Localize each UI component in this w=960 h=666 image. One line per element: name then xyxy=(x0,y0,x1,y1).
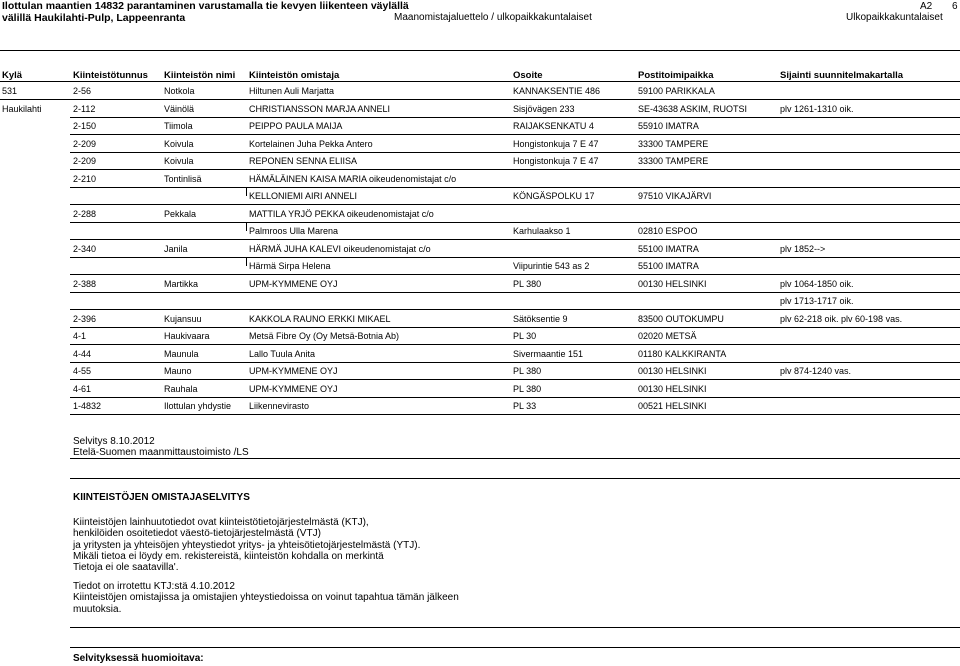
cell-village: 531 xyxy=(2,86,18,96)
cell-owner: KAKKOLA RAUNO ERKKI MIKAEL xyxy=(249,313,391,324)
cell-owner: UPM-KYMMENE OYJ xyxy=(249,366,338,376)
cell-owner: Härmä Sirpa Helena xyxy=(249,261,331,271)
cell-post-office: 59100 PARIKKALA xyxy=(638,86,715,96)
document-subtitle: Maanomistajaluettelo / ulkopaikkakuntalaiset xyxy=(394,12,592,23)
column-header-owner: Kiinteistön omistaja xyxy=(249,70,340,81)
cell-owner: CHRISTIANSSON MARJA ANNELI xyxy=(249,103,391,114)
cell-post-office: 33300 TAMPERE xyxy=(638,138,709,149)
cell-property-name: Kujansuu xyxy=(164,313,202,324)
row-divider xyxy=(70,362,960,363)
row-divider xyxy=(70,397,960,398)
cell-property-name: Koivula xyxy=(164,138,194,149)
row-divider xyxy=(70,222,960,223)
cell-village: Haukilahti xyxy=(2,103,42,114)
row-divider xyxy=(70,117,960,118)
column-header-village: Kylä xyxy=(2,70,23,81)
cell-property-name: Haukivaara xyxy=(164,331,210,341)
cell-post-office: 00130 HELSINKI xyxy=(638,278,707,289)
cell-owner: KELLONIEMI AIRI ANNELI xyxy=(249,191,358,201)
cell-post-office: 33300 TAMPERE xyxy=(638,156,709,166)
cell-owner: PEIPPO PAULA MAIJA xyxy=(249,121,343,131)
ownership-para-line: henkilöiden osoitetiedot väestö-tietojärjestelmästä (VTJ) xyxy=(73,528,321,540)
ownership-section-bottom-border xyxy=(70,627,960,628)
cell-owner: Lallo Tuula Anita xyxy=(249,348,316,359)
cell-property-id: 2-150 xyxy=(73,121,97,131)
cell-property-name: Väinölä xyxy=(164,103,195,114)
document-code: A2 xyxy=(920,1,933,12)
ownership-para-line: ja yritysten ja yhteisöjen yhteystiedot yritys- ja yhteisötietojärjestelmästä (YTJ). xyxy=(73,539,421,551)
cell-map-location: plv 1261-1310 oik. xyxy=(780,103,854,114)
cell-property-name: Koivula xyxy=(164,156,194,166)
row-divider xyxy=(0,99,960,100)
cell-property-name: Maunula xyxy=(164,348,199,359)
continuation-marker xyxy=(246,187,247,196)
document-category: Ulkopaikkakuntalaiset xyxy=(846,12,943,23)
cell-map-location: plv 1713-1717 oik. xyxy=(780,296,854,306)
cell-post-office: 02810 ESPOO xyxy=(638,226,698,236)
cell-address: Hongistonkuja 7 E 47 xyxy=(513,156,599,166)
cell-address: Karhulaakso 1 xyxy=(513,226,571,236)
cell-owner: HÄMÄLÄINEN KAISA MARIA oikeudenomistajat c/o xyxy=(249,173,457,184)
column-header-address: Osoite xyxy=(513,70,543,81)
cell-property-name: Rauhala xyxy=(164,383,198,394)
column-header-post-office: Postitoimipaikka xyxy=(638,70,714,81)
row-divider xyxy=(70,257,960,258)
cell-owner: UPM-KYMMENE OYJ xyxy=(249,383,338,394)
cell-owner: Metsä Fibre Oy (Oy Metsä-Botnia Ab) xyxy=(249,331,400,341)
cell-address: PL 380 xyxy=(513,366,542,376)
cell-property-name: Ilottulan yhdystie xyxy=(164,401,232,411)
document-title xyxy=(2,1,409,24)
ownership-heading: KIINTEISTÖJEN OMISTAJASELVITYS xyxy=(73,492,250,503)
cell-post-office: 97510 VIKAJÄRVI xyxy=(638,191,712,201)
column-header-property-id: Kiinteistötunnus xyxy=(73,70,148,81)
row-divider xyxy=(70,292,960,293)
row-divider xyxy=(70,344,960,345)
cell-address: KÖNGÄSPOLKU 17 xyxy=(513,191,595,201)
cell-property-id: 2-388 xyxy=(73,278,97,289)
cell-post-office: 55100 IMATRA xyxy=(638,261,699,271)
cell-address: Sivermaantie 151 xyxy=(513,348,584,359)
cell-property-id: 2-396 xyxy=(73,313,97,324)
row-divider xyxy=(70,187,960,188)
cell-map-location: plv 874-1240 vas. xyxy=(780,366,852,376)
row-divider xyxy=(70,327,960,328)
cell-post-office: SE-43638 ASKIM, RUOTSI xyxy=(638,103,748,114)
cell-property-name: Martikka xyxy=(164,278,199,289)
cell-post-office: 00521 HELSINKI xyxy=(638,401,707,411)
cell-address: Sisjövägen 233 xyxy=(513,103,575,114)
row-divider xyxy=(70,152,960,153)
cell-owner: Liikennevirasto xyxy=(249,401,310,411)
cell-owner: MATTILA YRJÖ PEKKA oikeudenomistajat c/o xyxy=(249,208,434,219)
cell-property-name: Notkola xyxy=(164,86,195,96)
cell-property-id: 4-44 xyxy=(73,348,92,359)
cell-property-id: 2-112 xyxy=(73,103,96,114)
extract-para-line: Tiedot on irrotettu KTJ:stä 4.10.2012 xyxy=(73,581,235,593)
cell-property-id: 2-56 xyxy=(73,86,92,96)
cell-owner: Kortelainen Juha Pekka Antero xyxy=(249,138,373,149)
cell-address: Hongistonkuja 7 E 47 xyxy=(513,138,599,149)
document-title-line-1: Ilottulan maantien 14832 parantaminen varustamalla tie kevyen liikenteen väylällä xyxy=(2,0,409,12)
cell-property-id: 4-61 xyxy=(73,383,92,394)
ownership-para-line: Tietoja ei ole saatavilla'. xyxy=(73,562,179,574)
remarks-heading: Selvityksessä huomioitava: xyxy=(73,653,204,664)
cell-post-office: 00130 HELSINKI xyxy=(638,366,707,376)
cell-owner: UPM-KYMMENE OYJ xyxy=(249,278,338,289)
cell-property-id: 4-1 xyxy=(73,331,87,341)
cell-property-name: Janila xyxy=(164,243,188,254)
cell-owner: REPONEN SENNA ELIISA xyxy=(249,156,358,166)
row-divider xyxy=(70,204,960,205)
survey-date: Selvitys 8.10.2012 xyxy=(73,436,155,447)
document-title-line-2: välillä Haukilahti-Pulp, Lappeenranta xyxy=(2,11,186,24)
cell-property-name: Tiimola xyxy=(164,121,193,131)
cell-address: KANNAKSENTIE 486 xyxy=(513,86,601,96)
table-header-bottom-border xyxy=(0,81,960,82)
cell-property-name: Tontinlisä xyxy=(164,173,202,184)
page-number: 6 xyxy=(952,1,958,12)
survey-info xyxy=(73,436,249,458)
cell-post-office: 00130 HELSINKI xyxy=(638,383,707,394)
row-divider xyxy=(70,134,960,135)
survey-info-bottom-border xyxy=(70,458,960,459)
row-divider xyxy=(70,309,960,310)
cell-post-office: 01180 KALKKIRANTA xyxy=(638,348,727,359)
cell-post-office: 55910 IMATRA xyxy=(638,121,699,131)
cell-post-office: 55100 IMATRA xyxy=(638,243,699,254)
row-divider xyxy=(70,169,960,170)
ownership-section xyxy=(73,492,459,615)
table-top-border xyxy=(0,50,960,51)
column-header-property-name: Kiinteistön nimi xyxy=(164,70,236,81)
continuation-marker xyxy=(246,222,247,231)
cell-property-id: 1-4832 xyxy=(73,401,102,411)
column-header-map-location: Sijainti suunnitelmakartalla xyxy=(780,70,904,81)
row-divider xyxy=(70,379,960,380)
survey-office: Etelä-Suomen maanmittaustoimisto /LS xyxy=(73,447,249,459)
cell-owner: HÄRMÄ JUHA KALEVI oikeudenomistajat c/o xyxy=(249,243,431,254)
extract-para-line: muutoksia. xyxy=(73,603,122,615)
cell-map-location: plv 62-218 oik. plv 60-198 vas. xyxy=(780,313,903,324)
row-divider xyxy=(70,274,960,275)
cell-property-id: 2-288 xyxy=(73,208,97,219)
cell-property-name: Pekkala xyxy=(164,208,197,219)
cell-owner: Hiltunen Auli Marjatta xyxy=(249,86,335,96)
cell-address: PL 380 xyxy=(513,278,542,289)
cell-post-office: 02020 METSÄ xyxy=(638,331,697,341)
cell-property-id: 4-55 xyxy=(73,366,92,376)
cell-owner: Palmroos Ulla Marena xyxy=(249,226,339,236)
extract-para-line: Kiinteistöjen omistajissa ja omistajien yhteystiedoissa on voinut tapahtua tämän jälkeen xyxy=(73,592,459,604)
row-divider xyxy=(70,239,960,240)
remarks-top-border xyxy=(70,647,960,648)
ownership-para-line: Mikäli tietoa ei löydy em. rekistereistä, kiinteistön kohdalla on merkintä xyxy=(73,550,384,562)
cell-property-id: 2-210 xyxy=(73,173,97,184)
cell-map-location: plv 1852--> xyxy=(780,243,826,254)
cell-map-location: plv 1064-1850 oik. xyxy=(780,278,854,289)
continuation-marker xyxy=(246,257,247,266)
ownership-section-top-border xyxy=(70,478,960,479)
cell-property-id: 2-340 xyxy=(73,243,97,254)
cell-post-office: 83500 OUTOKUMPU xyxy=(638,313,724,324)
ownership-para-line: Kiinteistöjen lainhuutotiedot ovat kiinteistötietojärjestelmästä (KTJ), xyxy=(73,517,369,529)
row-divider xyxy=(70,414,960,415)
cell-property-id: 2-209 xyxy=(73,138,97,149)
cell-property-id: 2-209 xyxy=(73,156,97,166)
cell-address: RAIJAKSENKATU 4 xyxy=(513,121,594,131)
cell-address: PL 30 xyxy=(513,331,537,341)
cell-address: Sätöksentie 9 xyxy=(513,313,568,324)
cell-address: PL 380 xyxy=(513,383,542,394)
cell-address: PL 33 xyxy=(513,401,537,411)
cell-address: Viipurintie 543 as 2 xyxy=(513,261,590,271)
cell-property-name: Mauno xyxy=(164,366,192,376)
